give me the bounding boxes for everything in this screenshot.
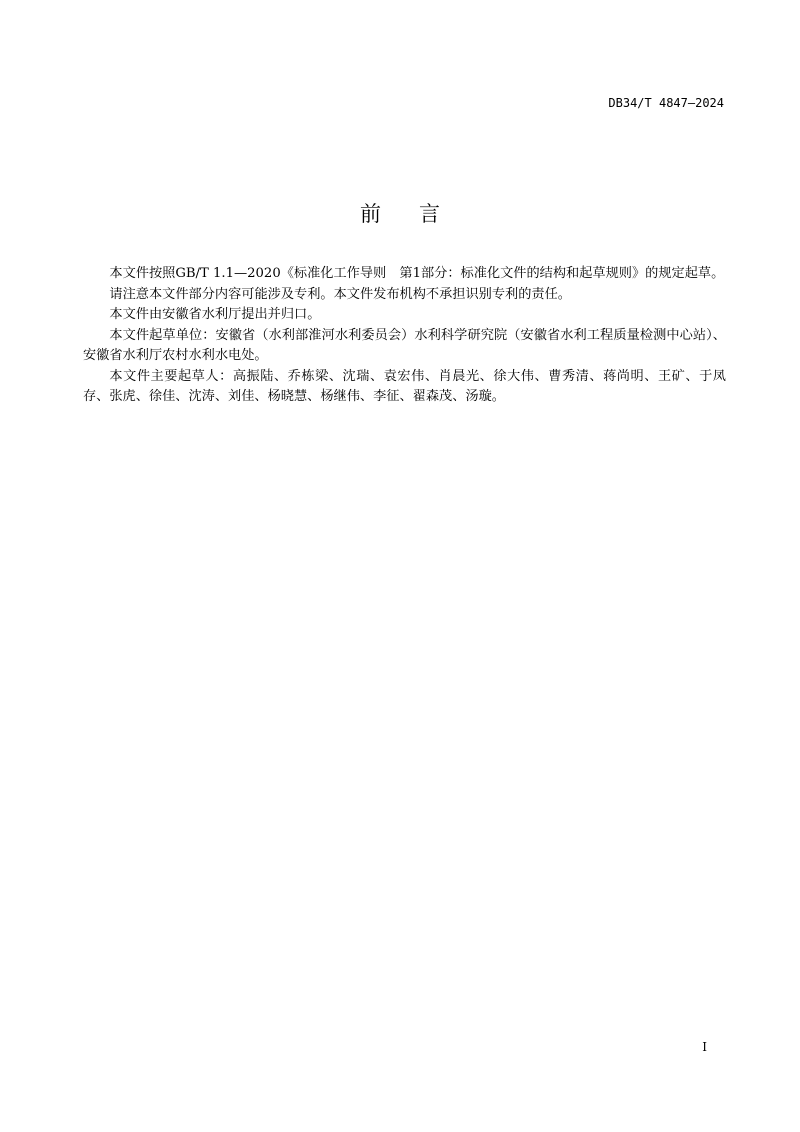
page-title: 前言 (360, 202, 478, 226)
paragraph-proposer: 本文件由安徽省水利厅提出并归口。 (109, 307, 321, 322)
paragraph-patent-notice: 请注意本文件部分内容可能涉及专利。本文件发布机构不承担识别专利的责任。 (109, 286, 571, 302)
paragraph-drafting-units: 本文件起草单位：安徽省（水利部淮河水利委员会）水利科学研究院（安徽省水利工程质量检测中心站）、安徽省水利厅农村水利水电处。 (83, 327, 726, 363)
page-number: I (702, 1040, 707, 1054)
document-code: DB34/T 4847—2024 (608, 96, 724, 110)
paragraph-drafters: 本文件主要起草人：高振陆、乔栋梁、沈瑞、袁宏伟、肖晨光、徐大伟、曹秀清、蒋尚明、王矿、于凤存、张虎、徐佳、沈涛、刘佳、杨晓慧、杨继伟、李征、翟森茂、汤璇。 (83, 368, 726, 404)
foreword-body (83, 264, 726, 408)
paragraph-drafting-rules: 本文件按照GB/T 1.1—2020《标准化工作导则 第1部分：标准化文件的结构和起草规则》的规定起草。 (109, 266, 725, 281)
